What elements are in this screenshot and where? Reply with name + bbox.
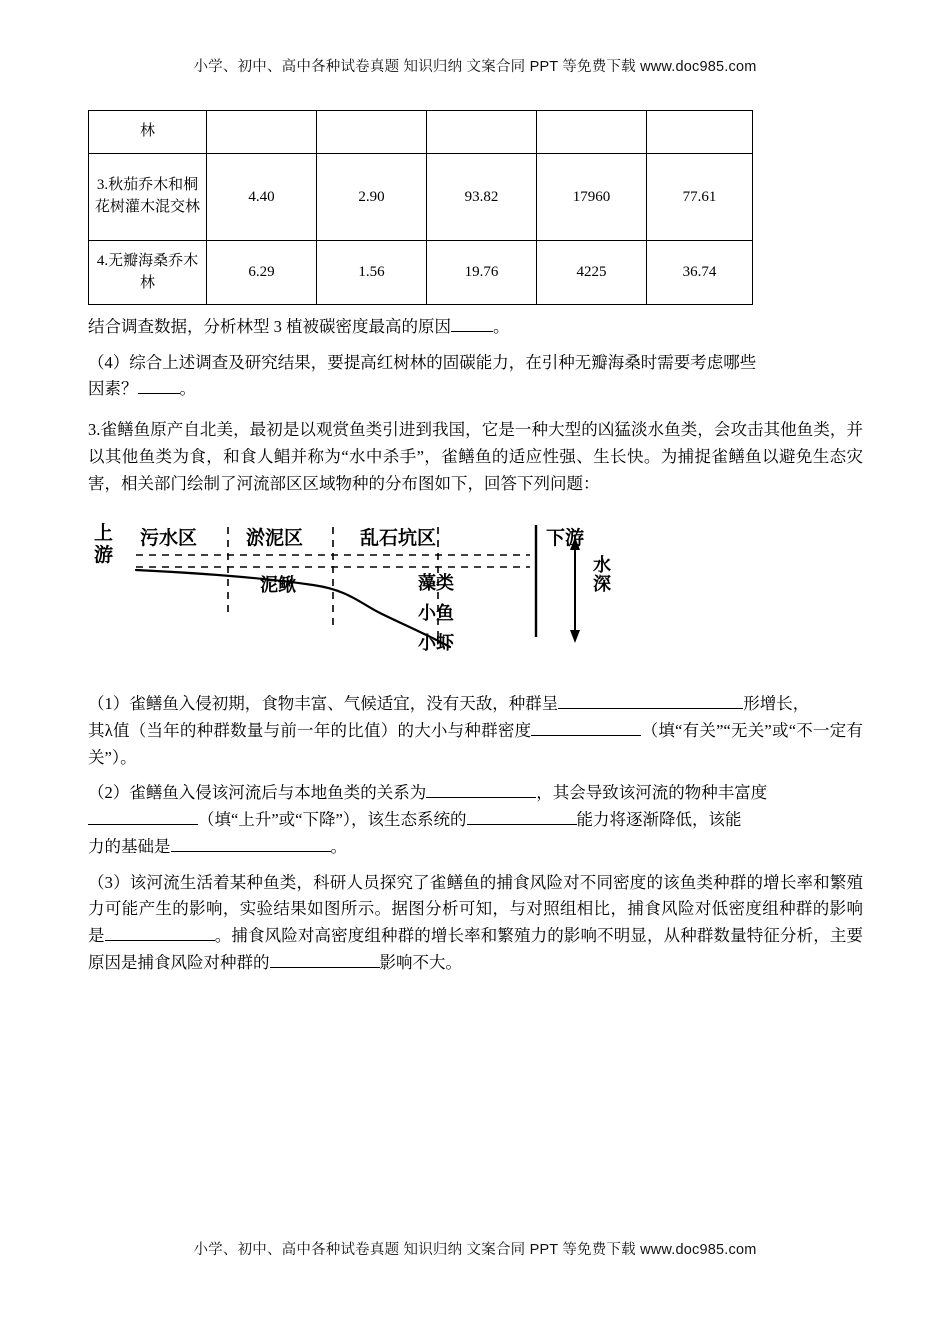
text-run: 。 — [330, 836, 347, 856]
answer-blank — [558, 708, 743, 709]
table-row — [89, 154, 753, 241]
text-run: 结合调查数据，分析林型 3 植被碳密度最高的原因 — [88, 317, 451, 336]
answer-blank — [138, 393, 180, 394]
fig-label-loach: 泥鳅 — [260, 575, 296, 596]
text-run: ，其会导致该河流的物种丰富度 — [536, 783, 768, 803]
text-run: （4）综合上述调查及研究结果，要提高红树林的固碳能力，在引种无瓣海桑时需要考虑哪些 — [88, 352, 757, 372]
table-cell: 4.40 — [207, 154, 317, 241]
text-run: （填“上升”或“下降”），该生态系统的 — [198, 810, 467, 830]
answer-blank — [467, 824, 577, 825]
text-run: 形增长， — [743, 694, 810, 714]
answer-blank — [105, 940, 215, 941]
text-run: 。 — [179, 379, 196, 399]
fig-label-downstream: 下游 — [546, 528, 585, 550]
fig-label-zone-sewage: 污水区 — [140, 528, 198, 550]
question-3-2 — [88, 780, 863, 860]
table-cell-label: 3.秋茄乔木和桐花树灌木混交林 — [89, 154, 207, 241]
fig-label-zone-rock: 乱石坑区 — [360, 528, 437, 550]
text-run: 力的基础是 — [88, 836, 171, 856]
table-cell — [537, 111, 647, 154]
answer-blank — [531, 735, 641, 736]
answer-blank — [88, 824, 198, 825]
text-run: 其λ值（当年的种群数量与前一年的比值）的大小与种群密度 — [88, 721, 532, 741]
answer-blank — [426, 797, 536, 798]
text-run: （2）雀鳝鱼入侵该河流后与本地鱼类的关系为 — [88, 783, 427, 803]
fig-label-small-fish: 小鱼 — [418, 603, 454, 624]
table-cell: 2.90 — [317, 154, 427, 241]
text-run: 因素？ — [88, 379, 138, 399]
question-3-3 — [88, 870, 863, 977]
table-cell: 6.29 — [207, 241, 317, 305]
answer-blank — [171, 851, 331, 852]
table-row — [89, 241, 753, 305]
text-run: 。捕食风险对高密度组种群的增长率和繁殖力的影响不明显，从种群数量特征分析，主要原因是捕食风险对种群的 — [88, 926, 863, 972]
table-cell: 93.82 — [427, 154, 537, 241]
fig-label-zone-silt: 淤泥区 — [246, 528, 304, 550]
table-cell-label: 林 — [89, 111, 207, 154]
watermark-top: 小学、初中、高中各种试卷真题 知识归纳 文案合同 PPT 等免费下载 www.doc985.com — [193, 59, 757, 75]
text-run: （1）雀鳝鱼入侵初期，食物丰富、气候适宜，没有天敌，种群呈 — [88, 694, 559, 714]
document-content — [88, 110, 863, 977]
question-3-1 — [88, 691, 863, 771]
table-cell: 36.74 — [647, 241, 753, 305]
text-run: （3）该河流生活着某种鱼类，科研人员探究了雀鳝鱼的捕食风险对不同密度的该鱼类种群的增长率和繁殖力可能产生的影响，实验结果如图所示。据图分析可知，与对照组相比，捕食风险对低密度组种群的影响是 — [88, 872, 863, 946]
text-run: 能力将逐渐降低，该能 — [576, 810, 742, 830]
watermark-bottom: 小学、初中、高中各种试卷真题 知识归纳 文案合同 PPT 等免费下载 www.doc985.com — [193, 1242, 757, 1258]
table-cell: 77.61 — [647, 154, 753, 241]
answer-blank — [451, 331, 493, 332]
table-cell-label: 4.无瓣海桑乔木林 — [89, 241, 207, 305]
question-3-stem: 3.雀鳝鱼原产自北美，最初是以观赏鱼类引进到我国，它是一种大型的凶猛淡水鱼类，会攻击其他鱼类，并以其他鱼类为食，和食人鲳并称为“水中杀手”，雀鳝鱼的适应性强、生长快。为捕捉雀鳝鱼以避免生态灾害，相关部门绘制了河流部区区域物种的分布图如下，回答下列问题： — [88, 420, 863, 493]
text-run: 。 — [493, 317, 510, 336]
table-cell: 1.56 — [317, 241, 427, 305]
table-row — [89, 111, 753, 154]
paragraph-after-table — [88, 314, 863, 341]
table-cell: 17960 — [537, 154, 647, 241]
table-cell: 4225 — [537, 241, 647, 305]
question-4 — [88, 350, 863, 403]
river-zone-figure — [88, 507, 863, 682]
carbon-density-table — [88, 110, 753, 305]
answer-blank — [270, 967, 380, 968]
table-cell — [317, 111, 427, 154]
fig-label-small-shrimp: 小虾 — [418, 633, 454, 654]
river-diagram-svg — [88, 507, 863, 682]
table-cell — [427, 111, 537, 154]
text-run: 影响不大。 — [379, 952, 462, 972]
fig-label-algae: 藻类 — [418, 573, 454, 594]
fig-label-upstream: 上 游 — [94, 523, 114, 567]
table-cell — [207, 111, 317, 154]
table-cell — [647, 111, 753, 154]
table-cell: 19.76 — [427, 241, 537, 305]
text-run: （填“有关”“无关”或“不一定有关”）。 — [88, 721, 863, 767]
fig-label-water-depth: 水深 — [591, 555, 611, 594]
